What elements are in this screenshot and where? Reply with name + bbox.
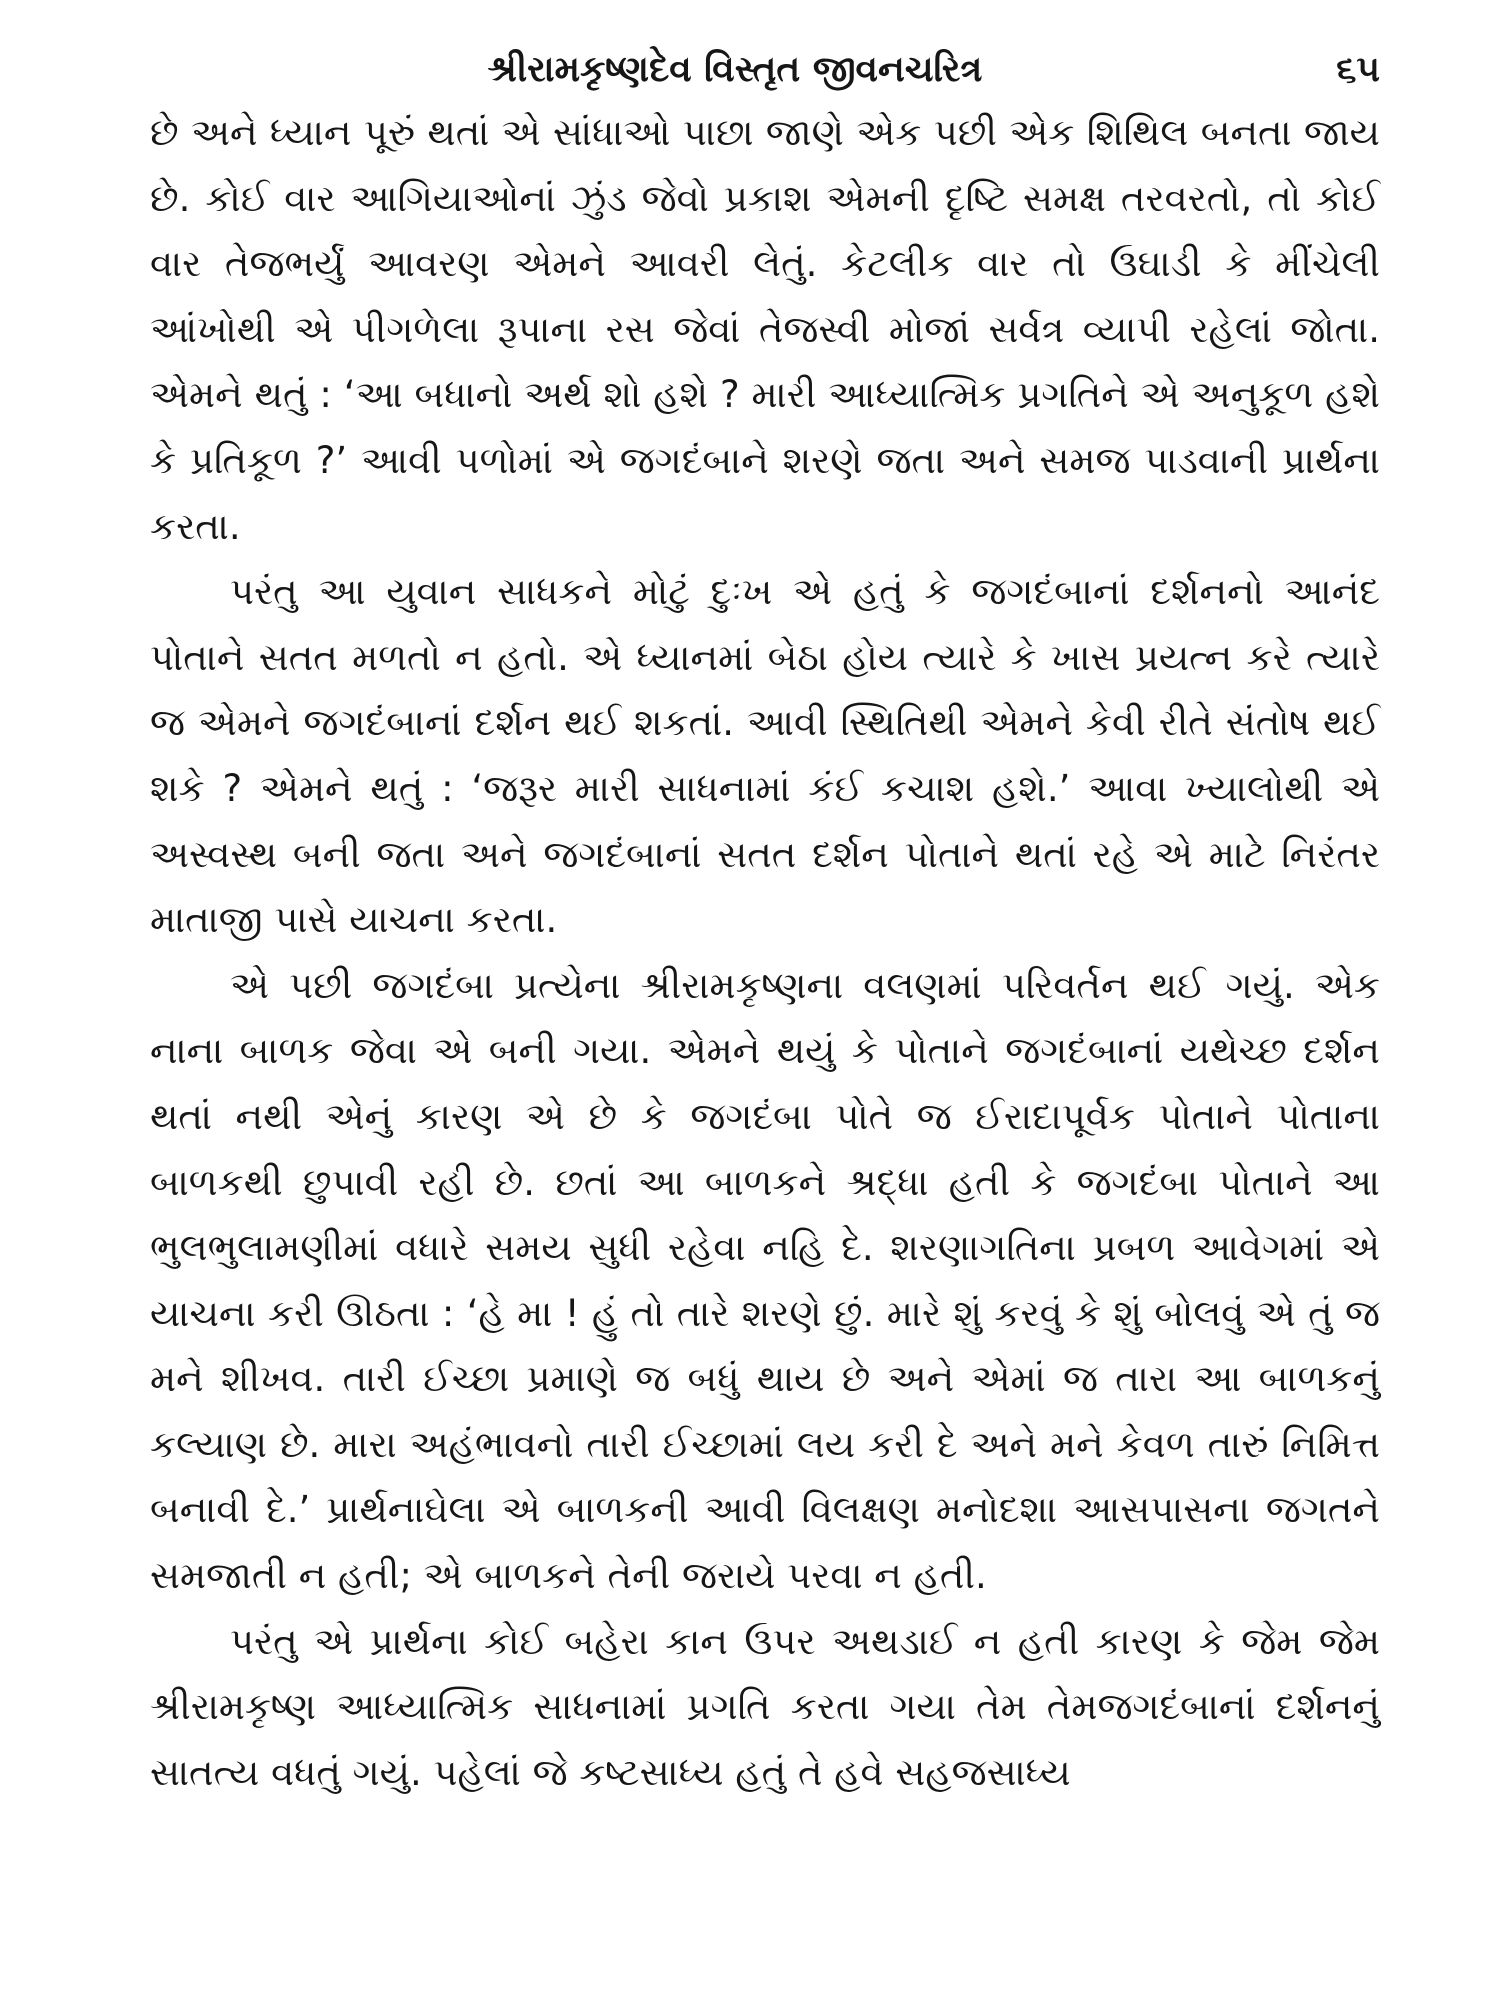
- page-number: ૬૫: [1336, 49, 1380, 90]
- body-text: [150, 100, 1380, 1805]
- paragraph-3: એ પછી જગદંબા પ્રત્યેના શ્રીરામકૃષ્ણના વલણમાં પરિવર્તન થઈ ગયું. એક નાના બાળક જેવા એ બની ગયા. એમને થયું કે પોતાને જગદંબાનાં યથેચ્છ દર્શન થતાં નથી એનું કારણ એ છે કે જગદંબા પોતે જ ઈરાદાપૂર્વક પોતાને પોતાના બાળકથી છુપાવી રહી છે. છતાં આ બાળકને શ્રદ્ધા હતી કે જગદંબા પોતાને આ ભુલભુલામણીમાં વધારે સમય સુધી રહેવા નહિ દે. શરણાગતિના પ્રબળ આવેગમાં એ યાચના કરી ઊઠતા : ‘હે મા ! હું તો તારે શરણે છું. મારે શું કરવું કે શું બોલવું એ તું જ મને શીખવ. તારી ઈચ્છા પ્રમાણે જ બધું થાય છે અને એમાં જ તારા આ બાળકનું કલ્યાણ છે. મારા અહંભાવનો તારી ઈચ્છામાં લય કરી દે અને મને કેવળ તારું નિમિત્ત બનાવી દે.’ પ્રાર્થનાઘેલા એ બાળકની આવી વિલક્ષણ મનોદશા આસપાસના જગતને સમજાતી ન હતી; એ બાળકને તેની જરાયે પરવા ન હતી.: [150, 963, 1380, 1598]
- paragraph-1: છે અને ધ્યાન પૂરું થતાં એ સાંધાઓ પાછા જાણે એક પછી એક શિથિલ બનતા જાય છે. કોઈ વાર આગિયાઓનાં ઝુંડ જેવો પ્રકાશ એમની દૃષ્ટિ સમક્ષ તરવરતો, તો કોઈ વાર તેજભર્યું આવરણ એમને આવરી લેતું. કેટલીક વાર તો ઉઘાડી કે મીંચેલી આંખોથી એ પીગળેલા રૂપાના રસ જેવાં તેજસ્વી મોજાં સર્વત્ર વ્યાપી રહેલાં જોતા. એમને થતું : ‘આ બધાનો અર્થ શો હશે ? મારી આધ્યાત્મિક પ્રગતિને એ અનુકૂળ હશે કે પ્રતિકૂળ ?’ આવી પળોમાં એ જગદંબાને શરણે જતા અને સમજ પાડવાની પ્રાર્થના કરતા.: [150, 111, 1380, 548]
- running-head-title: શ્રીરામકૃષ્ણદેવ વિસ્તૃત જીવનચરિત્ર: [487, 49, 983, 90]
- running-head: [150, 42, 1380, 98]
- paragraph-4: પરંતુ એ પ્રાર્થના કોઈ બહેરા કાન ઉપર અથડાઈ ન હતી કારણ કે જેમ જેમ શ્રીરામકૃષ્ણ આધ્યાત્મિક સાધનામાં પ્રગતિ કરતા ગયા તેમ તેમજગદંબાનાં દર્શનનું સાતત્ય વધતું ગયું. પહેલાં જે કષ્ટસાધ્ય હતું તે હવે સહજસાધ્ય: [150, 1619, 1380, 1794]
- paragraph-2: પરંતુ આ યુવાન સાધકને મોટું દુઃખ એ હતું કે જગદંબાનાં દર્શનનો આનંદ પોતાને સતત મળતો ન હતો. એ ધ્યાનમાં બેઠા હોય ત્યારે કે ખાસ પ્રયત્ન કરે ત્યારે જ એમને જગદંબાનાં દર્શન થઈ શકતાં. આવી સ્થિતિથી એમને કેવી રીતે સંતોષ થઈ શકે ? એમને થતું : ‘જરૂર મારી સાધનામાં કંઈ કચાશ હશે.’ આવા ખ્યાલોથી એ અસ્વસ્થ બની જતા અને જગદંબાનાં સતત દર્શન પોતાને થતાં રહે એ માટે નિરંતર માતાજી પાસે યાચના કરતા.: [150, 570, 1380, 942]
